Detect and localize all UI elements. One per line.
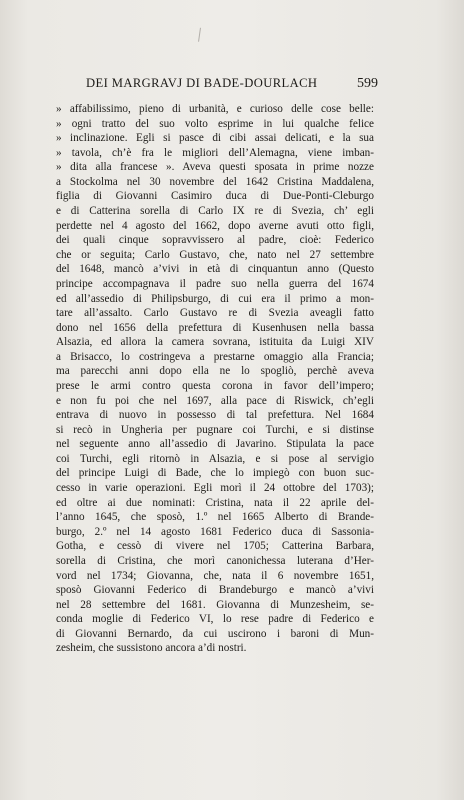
text-line: Gotha, e cessò di vivere nel 1705; Catterina Barbara, <box>56 540 374 553</box>
text-line: vord nel 1734; Giovanna, che, nata il 6 novembre 1651, <box>56 569 374 582</box>
text-line: tare all’assalto. Carlo Gustavo re di Svezia aveagli fatto <box>56 307 374 320</box>
text-line: zesheim, che sussistono ancora a’di nostri. <box>56 642 247 655</box>
text-line: sorella di Cristina, che morì canonichessa luterana d’Her- <box>56 554 374 567</box>
text-line: ma parecchi anni dopo ella ne lo spogliò, perchè aveva <box>56 365 374 378</box>
text-line: dono nel 1656 della prefettura di Kusenhusen nella bassa <box>56 321 374 334</box>
text-line: ed all’assedio di Philipsburgo, di cui era il primo a mon- <box>56 292 374 305</box>
text-line: principe accompagnava il padre suo nella guerra del 1674 <box>56 277 374 290</box>
text-line: nel seguente anno all’assedio di Javarino. Stipulata la pace <box>56 438 374 451</box>
running-head: DEI MARGRAVJ DI BADE-DOURLACH <box>86 76 318 90</box>
text-line: prese le armi contro questa corona in favor dell’impero; <box>56 379 374 392</box>
text-line: nel 28 settembre del 1681. Giovanna di Munzesheim, se- <box>56 598 374 611</box>
text-line: » tavola, ch’è fra le migliori dell’Alemagna, viene imban- <box>56 146 374 159</box>
text-line: ed oltre ai due nominati: Cristina, nata il 22 aprile del- <box>56 496 374 509</box>
text-line: » dita alla francese ». Aveva questi sposata in prime nozze <box>56 161 374 174</box>
text-line: figlia di Giovanni Casimiro duca di Due-Ponti-Cleburgo <box>56 190 374 203</box>
text-line: del principe Luigi di Bade, che lo impiegò con buon suc- <box>56 467 374 480</box>
text-line: a Brisacco, lo costringeva a prestarne omaggio alla Francia; <box>56 350 374 363</box>
text-line: burgo, 2.º nel 14 agosto 1681 Federico duca di Sassonia- <box>56 525 374 538</box>
text-line: e non fu poi che nel 1697, alla pace di Riswick, ch’egli <box>56 394 374 407</box>
page-number: 599 <box>357 76 378 91</box>
text-line: coi Turchi, egli ritornò in Alsazia, e si pose al servigio <box>56 452 374 465</box>
text-line: » affabilissimo, pieno di urbanità, e curioso delle cose belle: <box>56 103 374 115</box>
text-line: si recò in Ungheria per pugnare coi Turchi, e si distinse <box>56 423 374 436</box>
text-line: che or seguita; Carlo Gustavo, che, nato nel 27 settembre <box>56 248 374 261</box>
text-line: perdette nel 4 agosto del 1662, dopo averne avuti otto figli, <box>56 219 374 232</box>
text-line: l’anno 1645, che sposò, 1.º nel 1665 Alberto di Brande- <box>56 511 374 524</box>
text-line: conda moglie di Federico VI, lo rese padre di Federico e <box>56 613 374 626</box>
text-line: dei quali cinque sopravvissero al padre, cioè: Federico <box>56 234 374 247</box>
text-line: di Giovanni Bernardo, da cui uscirono i baroni di Mun- <box>56 627 374 640</box>
text-line: a Stockolma nel 30 novembre del 1642 Cristina Maddalena, <box>56 175 374 188</box>
body-text <box>56 102 374 656</box>
text-line: sposò Giovanni Federico di Brandeburgo e mancò a’vivi <box>56 584 374 597</box>
text-line: cesso in varie operazioni. Egli morì il 24 ottobre del 1703); <box>56 482 374 495</box>
text-line: Alsazia, ed allora la camera sovrana, istituita da Luigi XIV <box>56 336 374 349</box>
text-line: » ogni tratto del suo volto esprime in lui qualche felice <box>56 117 374 130</box>
paper-mark <box>198 28 204 42</box>
text-line: e di Catterina sorella di Carlo IX re di Svezia, ch’ egli <box>56 205 374 218</box>
text-line: » inclinazione. Egli si pasce di cibi assai delicati, e la sua <box>56 132 374 145</box>
text-line: del 1648, mancò a’vivi in età di cinquantun anno (Questo <box>56 263 374 276</box>
text-line: entrava di nuovo in possesso di tal prefettura. Nel 1684 <box>56 409 374 422</box>
page-header <box>86 76 378 92</box>
